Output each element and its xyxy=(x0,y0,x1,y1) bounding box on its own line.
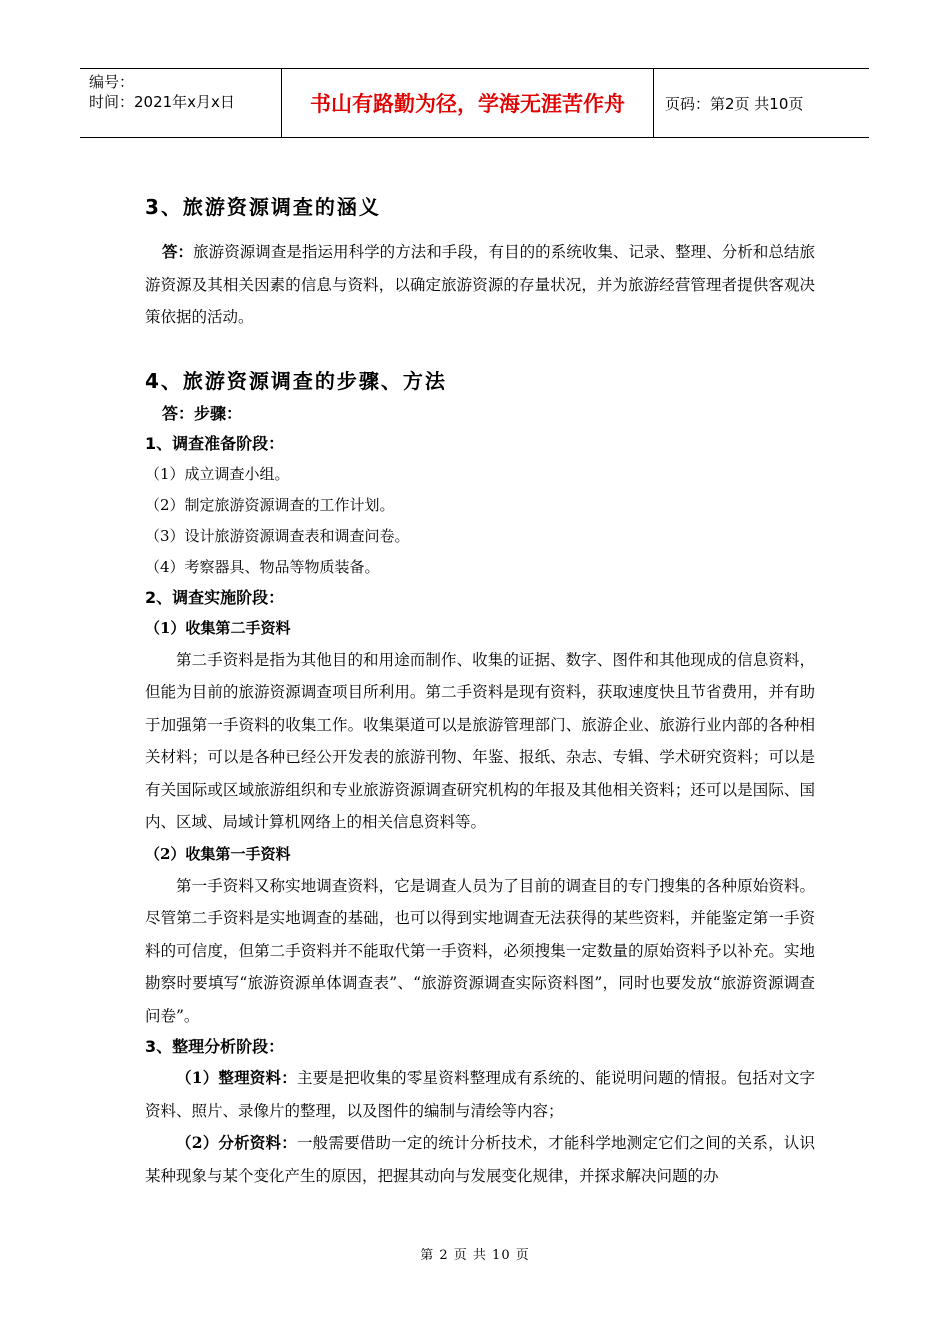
answer-label: 答： xyxy=(162,242,194,261)
section-3-title: 3、旅游资源调查的涵义 xyxy=(145,195,381,219)
stage-1-item: （3）设计旅游资源调查表和调查问卷。 xyxy=(145,526,410,545)
stage-1-item: （1）成立调查小组。 xyxy=(145,464,290,483)
stage-3-p1 xyxy=(145,1062,815,1127)
section-4-answer-label: 答：步骤： xyxy=(162,403,243,423)
stage-2-sub2-title: （2）收集第一手资料 xyxy=(145,844,291,863)
stage-3-p1-text: 主要是把收集的零星资料整理成有系统的、能说明问题的情报。包括对文字资料、照片、录像片的整理，以及图件的编制与清绘等内容； xyxy=(145,1069,815,1120)
stage-3-p2-label: （2）分析资料： xyxy=(176,1133,297,1152)
answer-text: 旅游资源调查是指运用科学的方法和手段，有目的的系统收集、记录、整理、分析和总结旅游资源及其相关因素的信息与资料，以确定旅游资源的存量状况，并为旅游经营管理者提供客观决策依据的活动。 xyxy=(145,243,815,326)
stage-1-item: （2）制定旅游资源调查的工作计划。 xyxy=(145,495,395,514)
document-header xyxy=(80,68,869,138)
stage-3-p2 xyxy=(145,1127,815,1192)
header-motto: 书山有路勤为径，学海无涯苦作舟 xyxy=(282,69,654,137)
document-body xyxy=(145,190,815,1192)
stage-3-p2-text: 一般需要借助一定的统计分析技术，才能科学地测定它们之间的关系，认识某种现象与某个变化产生的原因，把握其动向与发展变化规律，并探求解决问题的办 xyxy=(145,1134,815,1185)
stage-3-p1-label: （1）整理资料： xyxy=(176,1068,297,1087)
date-label: 时间：2021年x月x日 xyxy=(89,93,235,111)
section-3-answer xyxy=(145,236,815,334)
section-4-title: 4、旅游资源调查的步骤、方法 xyxy=(145,368,447,393)
stage-2-title: 2、调查实施阶段： xyxy=(145,587,285,607)
header-meta xyxy=(80,69,282,137)
stage-3-title: 3、整理分析阶段： xyxy=(145,1037,285,1056)
stage-1-item: （4）考察器具、物品等物质装备。 xyxy=(145,557,380,576)
header-page-info: 页码：第2页 共10页 xyxy=(665,94,804,113)
number-label: 编号： xyxy=(89,73,135,91)
stage-2-sub1-text: 第二手资料是指为其他目的和用途而制作、收集的证据、数字、图件和其他现成的信息资料，但能为目前的旅游资源调查项目所利用。第二手资料是现有资料，获取速度快且节省费用，并有助于加强第一手资料的收集工作。收集渠道可以是旅游管理部门、旅游企业、旅游行业内部的各种相关材料；可以是各种已经公开发表的旅游刊物、年鉴、报纸、杂志、专辑、学术研究资料；可以是有关国际或区域旅游组织和专业旅游资源调查研究机构的年报及其他相关资料；还可以是国际、国内、区域、局域计算机网络上的相关信息资料等。 xyxy=(145,650,815,831)
page-footer: 第 2 页 共 10 页 xyxy=(420,1248,530,1263)
stage-2-sub1-title: （1）收集第二手资料 xyxy=(145,618,291,637)
stage-2-sub2-text: 第一手资料又称实地调查资料，它是调查人员为了目前的调查目的专门搜集的各种原始资料。尽管第二手资料是实地调查的基础，也可以得到实地调查无法获得的某些资料，并能鉴定第一手资料的可信度，但第二手资料并不能取代第一手资料，必须搜集一定数量的原始资料予以补充。实地勘察时要填写“旅游资源单体调查表”、“旅游资源调查实际资料图”，同时也要发放“旅游资源调查问卷”。 xyxy=(145,876,815,1025)
stage-1-title: 1、调查准备阶段： xyxy=(145,433,285,453)
